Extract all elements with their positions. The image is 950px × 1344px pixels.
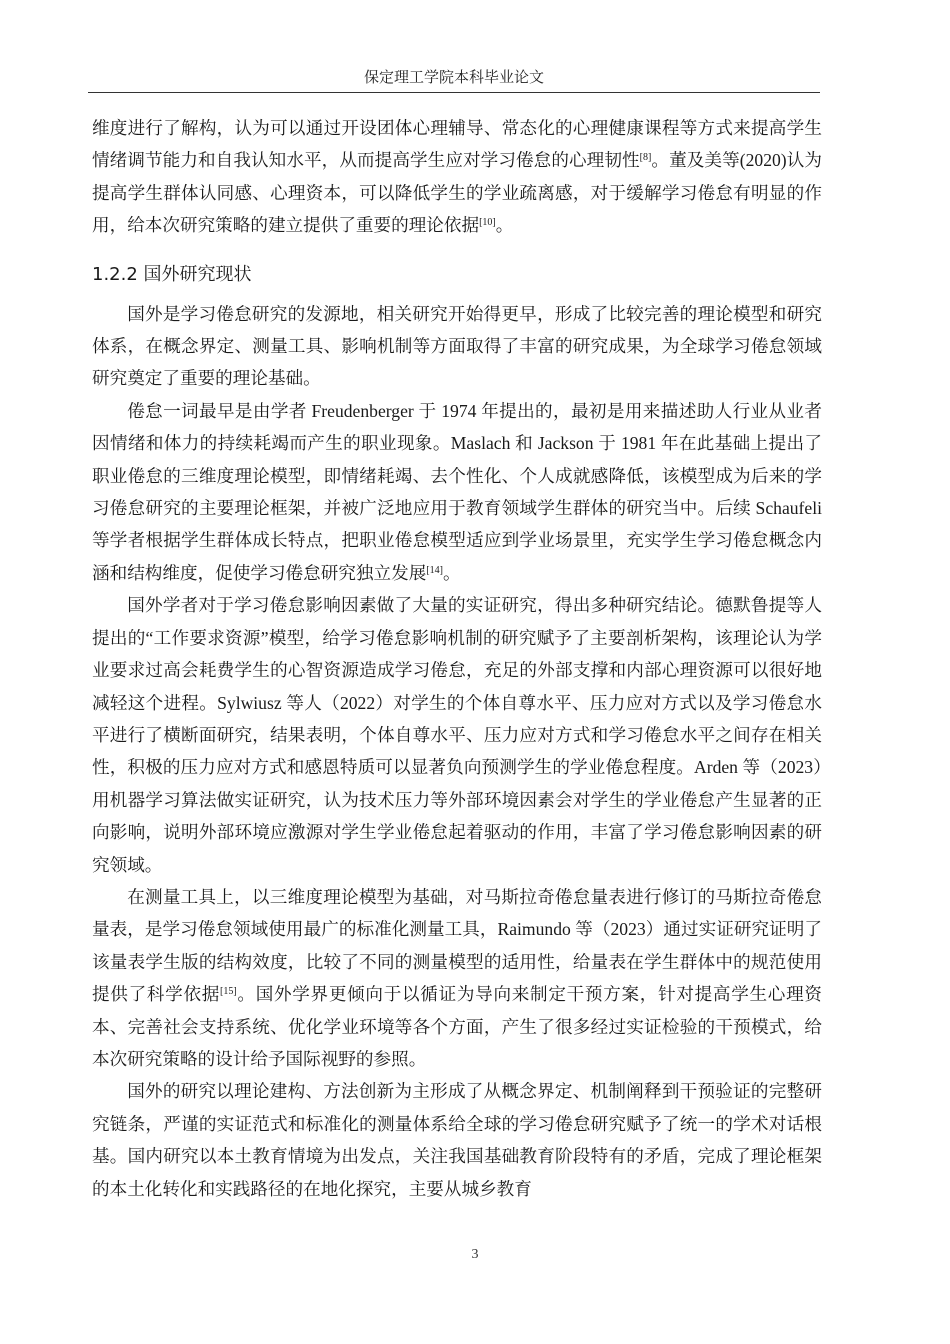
paragraph: 国外是学习倦怠研究的发源地，相关研究开始得更早，形成了比较完善的理论模型和研究体系，在概念界定、测量工具、影响机制等方面取得了丰富的研究成果，为全球学习倦怠领域研究奠定了重要的理论基础。 bbox=[92, 303, 822, 389]
citation-ref: [14] bbox=[426, 564, 443, 576]
paragraph bbox=[92, 395, 822, 589]
paragraph-text: 。董及美等(2020)认为提高学生群体认同感、心理资本，可以降低学生的学业疏离感，对于缓解学习倦怠有明显的作用，给本次研究策略的建立提供了重要的理论依据 bbox=[92, 150, 822, 236]
citation-ref: [8] bbox=[639, 152, 652, 164]
paragraph bbox=[92, 881, 822, 1075]
paragraph-text: 在测量工具上，以三维度理论模型为基础，对马斯拉奇倦怠量表进行修订的马斯拉奇倦怠量表，是学习倦怠领域使用最广的标准化测量工具，Raimundo 等（2023）通过实证研究证明了该量表学生版的结构效度，比较了不同的测量模型的适用性，给量表在学生群体中的规范使用提供了科学依据 bbox=[92, 886, 822, 1005]
paragraph: 国外的研究以理论建构、方法创新为主形成了从概念界定、机制阐释到干预验证的完整研究链条，严谨的实证范式和标准化的测量体系给全球的学习倦怠研究赋予了统一的学术对话根基。国内研究以本土教育情境为出发点，关注我国基础教育阶段特有的矛盾，完成了理论框架的本土化转化和实践路径的在地化探究，主要从城乡教育 bbox=[92, 1081, 822, 1199]
paragraph-continued bbox=[92, 112, 822, 242]
paragraph-text: 倦怠一词最早是由学者 Freudenberger 于 1974 年提出的，最初是用来描述助人行业从业者因情绪和体力的持续耗竭而产生的职业现象。Maslach 和 Jackson 于 1981 年在此基础上提出了职业倦怠的三维度理论模型，即情绪耗竭、去个性化、个人成就感降低，该模型成为后来的学习倦怠研究的主要理论框架，并被广泛地应用于教育领域学生群体的研究当中。后续 Schaufeli 等学者根据学生群体成长特点，把职业倦怠模型适应到学业场景里，充实学生学习倦怠概念内涵和结构维度，促使学习倦怠研究独立发展 bbox=[92, 400, 822, 583]
header-title: 保定理工学院本科毕业论文 bbox=[363, 70, 544, 86]
citation-ref: [15] bbox=[220, 986, 237, 998]
document-body bbox=[92, 112, 822, 1205]
paragraph-text: 。国外学界更倾向于以循证为导向来制定干预方案，针对提高学生心理资本、完善社会支持系统、优化学业环境等各个方面，产生了很多经过实证检验的干预模式，给本次研究策略的设计给予国际视野的参照。 bbox=[92, 984, 822, 1069]
paragraph-text: 维度进行了解构，认为可以通过开设团体心理辅导、常态化的心理健康课程等方式来提高学生情绪调节能力和自我认知水平，从而提高学生应对学习倦怠的心理韧性 bbox=[92, 118, 822, 171]
page-header bbox=[88, 64, 820, 93]
citation-ref: [10] bbox=[479, 217, 496, 229]
section-heading: 1.2.2 国外研究现状 bbox=[92, 263, 252, 285]
paragraph: 国外学者对于学习倦怠影响因素做了大量的实证研究，得出多种研究结论。德默鲁提等人提出的“工作要求资源”模型，给学习倦怠影响机制的研究赋予了主要剖析架构，该理论认为学业要求过高会耗费学生的心智资源造成学习倦怠，充足的外部支撑和内部心理资源可以很好地减轻这个进程。Sylwiusz 等人（2022）对学生的个体自尊水平、压力应对方式以及学习倦怠水平进行了横断面研究，结果表明，个体自尊水平、压力应对方式和学习倦怠水平之间存在相关性，积极的压力应对方式和感恩特质可以显著负向预测学生的学业倦怠程度。Arden 等（2023）用机器学习算法做实证研究，认为技术压力等外部环境因素会对学生的学业倦怠产生显著的正向影响，说明外部环境应激源对学生学业倦怠起着驱动的作用，丰富了学习倦怠影响因素的研究领域。 bbox=[92, 595, 822, 875]
page-number: 3 bbox=[471, 1247, 479, 1262]
paragraph-text: 。 bbox=[495, 215, 514, 236]
paragraph-text: 。 bbox=[442, 562, 461, 583]
